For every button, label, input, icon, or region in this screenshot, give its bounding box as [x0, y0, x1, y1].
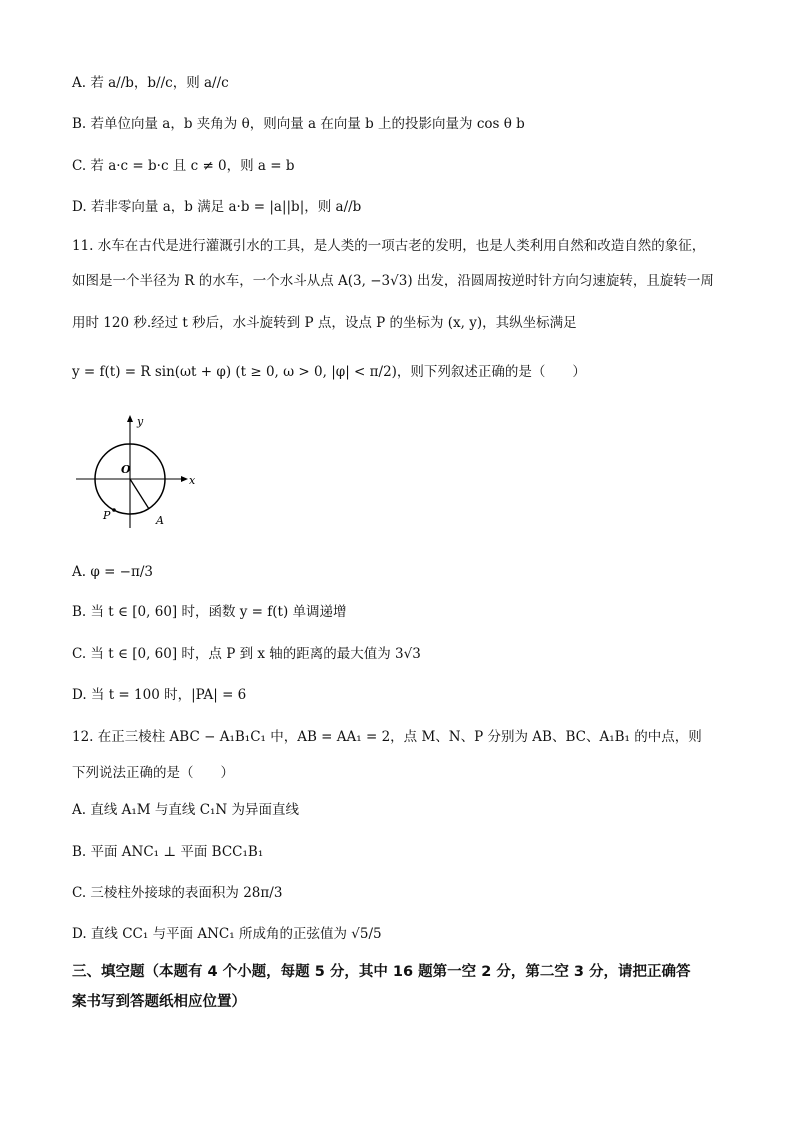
- q11-stem-line3: 用时 120 秒.经过 t 秒后，水斗旋转到 P 点，设点 P 的坐标为 (x, y)，其纵坐标满足: [72, 315, 577, 331]
- y-axis-label: y: [137, 415, 144, 428]
- q10-option-c: C. 若 a·c = b·c 且 c ≠ 0，则 a = b: [72, 158, 295, 174]
- q10-option-a: A. 若 a//b，b//c，则 a//c: [72, 75, 229, 91]
- origin-label: O: [121, 463, 131, 476]
- q10-option-d: D. 若非零向量 a，b 满足 a·b = |a||b|，则 a//b: [72, 199, 362, 215]
- q12-stem-line1: 12. 在正三棱柱 ABC − A₁B₁C₁ 中，AB = AA₁ = 2，点 M、N、P 分别为 AB、BC、A₁B₁ 的中点，则: [72, 729, 702, 745]
- q11-formula: y = f(t) = R sin(ωt + φ) (t ≥ 0, ω > 0, |φ| < π/2)，则下列叙述正确的是（ ）: [72, 364, 586, 380]
- q11-option-d: D. 当 t = 100 时，|PA| = 6: [72, 687, 247, 703]
- q12-option-a: A. 直线 A₁M 与直线 C₁N 为异面直线: [72, 802, 300, 818]
- point-p-label: P: [103, 509, 111, 522]
- q12-option-d: D. 直线 CC₁ 与平面 ANC₁ 所成角的正弦值为 √5/5: [72, 926, 382, 942]
- x-axis-arrow: [181, 476, 188, 482]
- q11-stem-line1: 11. 水车在古代是进行灌溉引水的工具，是人类的一项古老的发明，也是人类利用自然和改造自然的象征，: [72, 238, 706, 254]
- q10-option-b: B. 若单位向量 a，b 夹角为 θ，则向量 a 在向量 b 上的投影向量为 cos θ b: [72, 116, 525, 132]
- q11-option-c: C. 当 t ∈ [0, 60] 时，点 P 到 x 轴的距离的最大值为 3√3: [72, 646, 421, 662]
- q12-option-b: B. 平面 ANC₁ ⊥ 平面 BCC₁B₁: [72, 844, 264, 860]
- q11-option-b: B. 当 t ∈ [0, 60] 时，函数 y = f(t) 单调递增: [72, 604, 347, 620]
- q11-option-a: A. φ = −π/3: [72, 564, 153, 580]
- point-p-dot: [112, 508, 116, 512]
- x-axis-label: x: [189, 474, 196, 487]
- radius-to-a: [130, 479, 149, 509]
- section-3-heading-line2: 案书写到答题纸相应位置）: [72, 994, 246, 1010]
- section-3-heading-line1: 三、填空题（本题有 4 个小题，每题 5 分，其中 16 题第一空 2 分，第二空 3 分，请把正确答: [72, 964, 691, 980]
- q12-option-c: C. 三棱柱外接球的表面积为 28π/3: [72, 885, 283, 901]
- q11-stem-line2: 如图是一个半径为 R 的水车，一个水斗从点 A(3, −3√3) 出发，沿圆周按逆时针方向匀速旋转，且旋转一周: [72, 273, 714, 289]
- water-wheel-figure: [70, 412, 210, 534]
- q12-stem-line2: 下列说法正确的是（ ）: [72, 765, 234, 781]
- point-a-label: A: [156, 514, 164, 527]
- y-axis-arrow: [127, 415, 133, 422]
